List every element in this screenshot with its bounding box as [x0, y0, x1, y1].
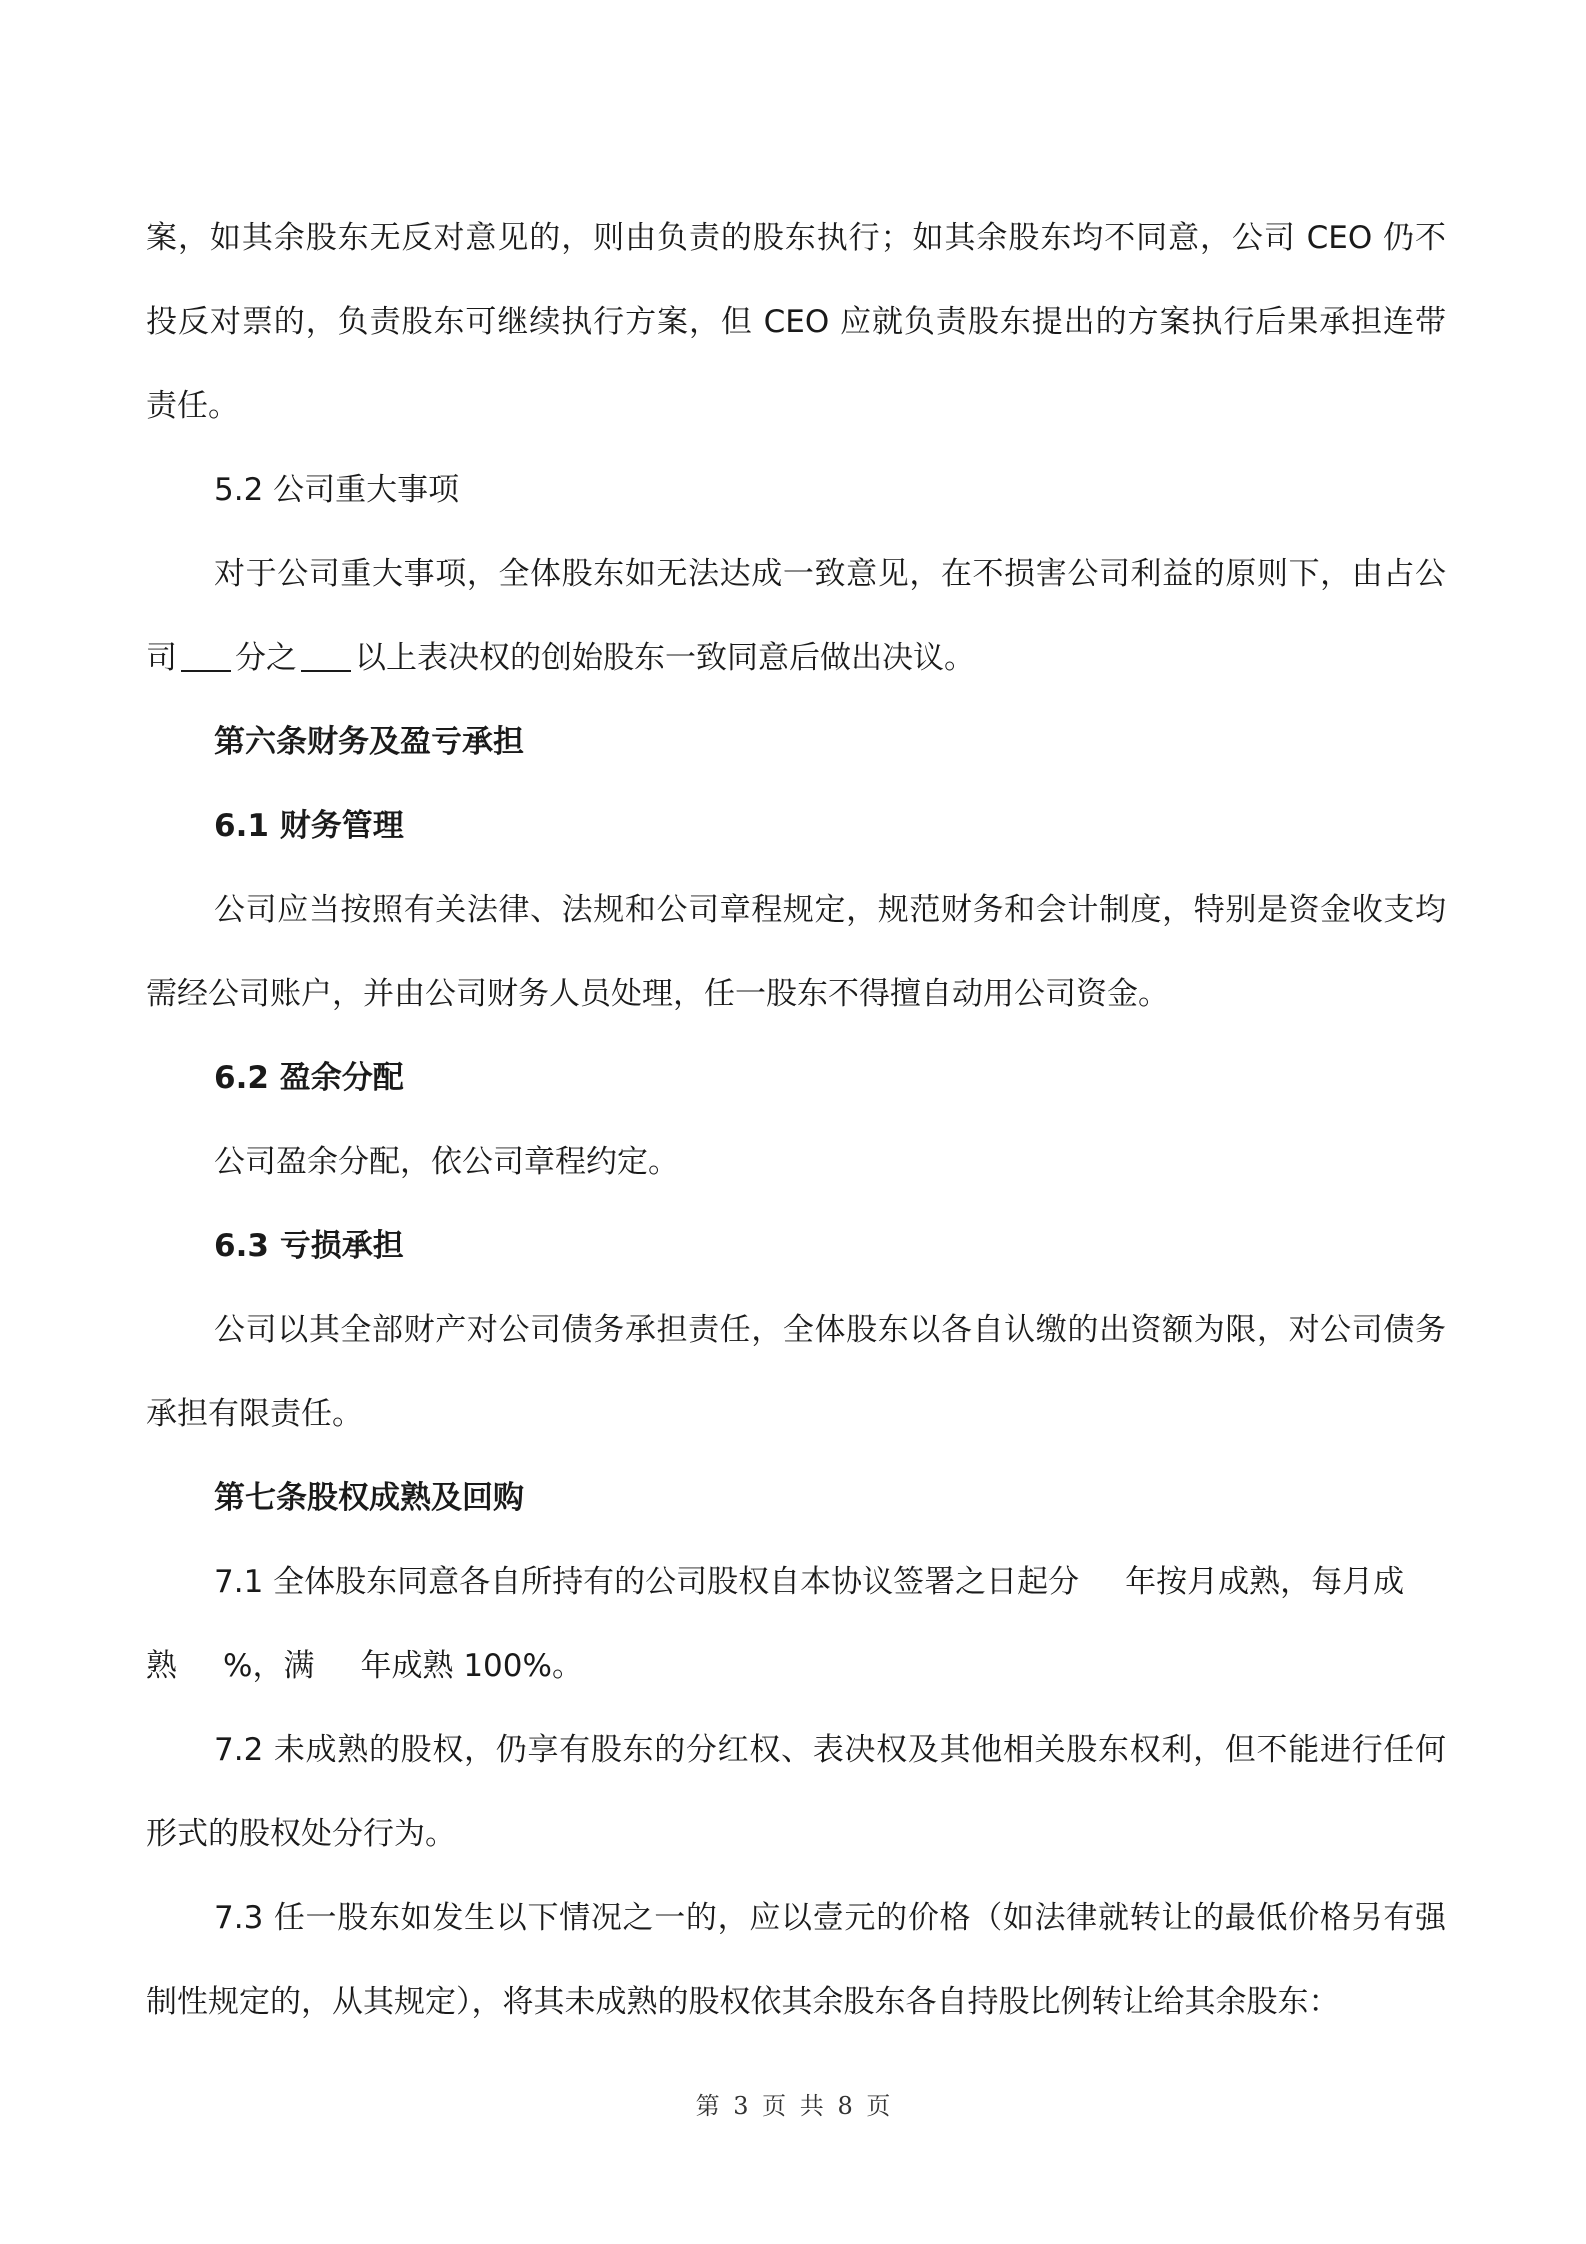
paragraph-line: 7.3 任一股东如发生以下情况之一的，应以壹元的价格（如法律就转让的最低价格另有强 — [214, 1900, 1446, 1936]
text-fragment: 分之 — [235, 640, 297, 676]
paragraph-line-with-gaps — [146, 1624, 1446, 1708]
paragraph-line: 责任。 — [146, 388, 239, 424]
fill-in-blank[interactable] — [301, 640, 351, 672]
paragraph-line: 承担有限责任。 — [146, 1396, 363, 1432]
section-heading-5-2: 5.2 公司重大事项 — [214, 472, 460, 508]
paragraph-line: 制性规定的，从其规定），将其未成熟的股权依其余股东各自持股比例转让给其余股东： — [146, 1984, 1340, 2020]
section-heading-6-3: 6.3 亏损承担 — [214, 1228, 404, 1264]
paragraph-line: 需经公司账户，并由公司财务人员处理，任一股东不得擅自动用公司资金。 — [146, 976, 1169, 1012]
text-fragment: %，满 — [223, 1648, 315, 1684]
section-heading-6-2: 6.2 盈余分配 — [214, 1060, 404, 1096]
article-heading-7: 第七条股权成熟及回购 — [214, 1480, 524, 1516]
paragraph-line-with-blanks — [146, 616, 1446, 700]
text-fragment: 年按月成熟，每月成 — [1125, 1564, 1405, 1600]
text-fragment: 熟 — [146, 1648, 177, 1684]
paragraph-line: 公司盈余分配，依公司章程约定。 — [214, 1144, 679, 1180]
paragraph-line: 公司应当按照有关法律、法规和公司章程规定，规范财务和会计制度，特别是资金收支均 — [214, 892, 1446, 928]
fill-in-blank[interactable] — [181, 640, 231, 672]
article-heading-6: 第六条财务及盈亏承担 — [214, 724, 524, 760]
text-fragment: 年成熟 100%。 — [360, 1648, 583, 1684]
paragraph-line: 案，如其余股东无反对意见的，则由负责的股东执行；如其余股东均不同意，公司 CEO 仍不 — [146, 220, 1446, 256]
text-fragment: 以上表决权的创始股东一致同意后做出决议。 — [355, 640, 975, 676]
page-footer: 第 3 页 共 8 页 — [695, 2092, 891, 2120]
paragraph-line: 公司以其全部财产对公司债务承担责任，全体股东以各自认缴的出资额为限，对公司债务 — [214, 1312, 1446, 1348]
paragraph-line: 形式的股权处分行为。 — [146, 1816, 456, 1852]
paragraph-line: 对于公司重大事项，全体股东如无法达成一致意见，在不损害公司利益的原则下，由占公 — [214, 556, 1446, 592]
text-fragment: 司 — [146, 640, 177, 676]
text-fragment: 7.1 全体股东同意各自所持有的公司股权自本协议签署之日起分 — [214, 1564, 1080, 1600]
document-body — [146, 196, 1446, 2044]
paragraph-line: 投反对票的，负责股东可继续执行方案，但 CEO 应就负责股东提出的方案执行后果承担连带 — [146, 304, 1446, 340]
paragraph-line-with-gaps — [146, 1540, 1446, 1624]
section-heading-6-1: 6.1 财务管理 — [214, 808, 404, 844]
paragraph-line: 7.2 未成熟的股权，仍享有股东的分红权、表决权及其他相关股东权利，但不能进行任何 — [214, 1732, 1446, 1768]
